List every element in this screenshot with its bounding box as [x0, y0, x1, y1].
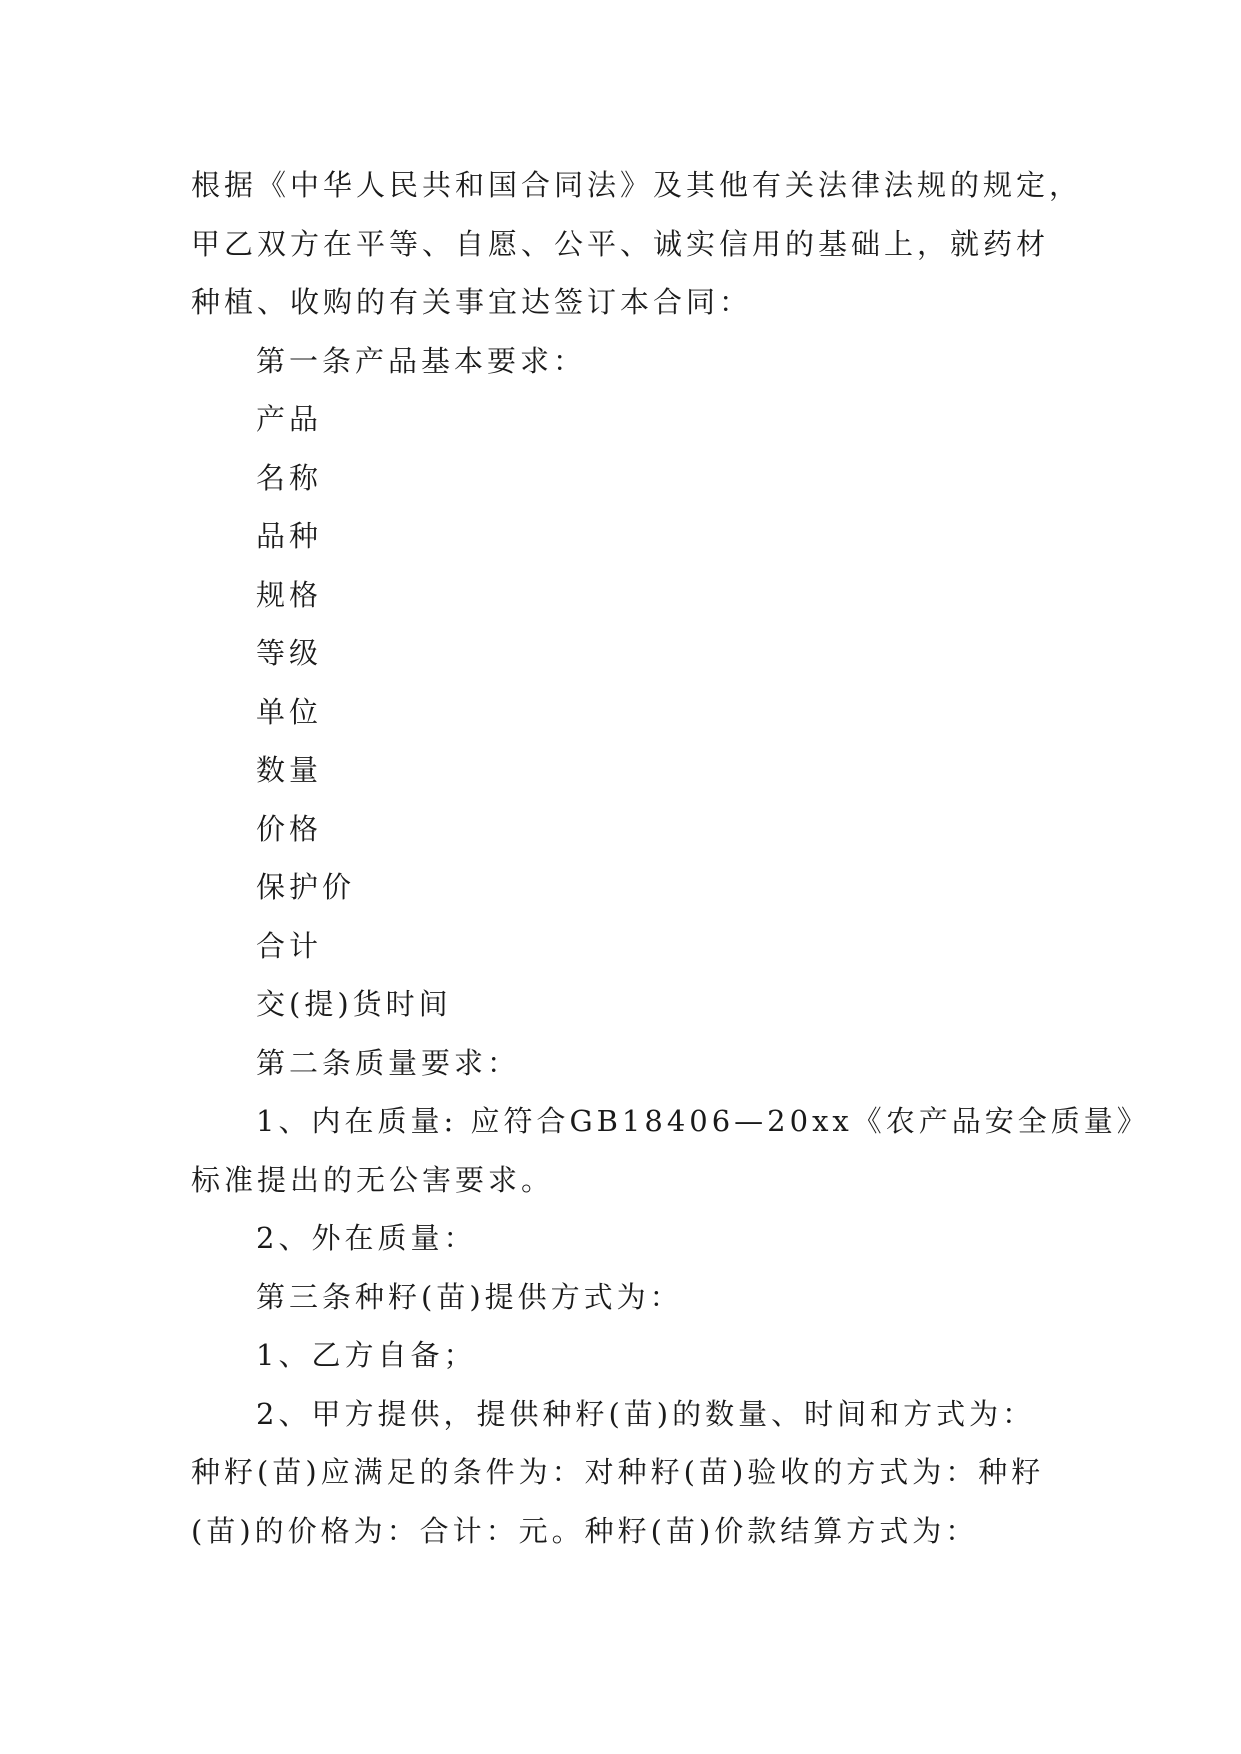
paragraph-line: 种籽(苗)应满足的条件为：对种籽(苗)验收的方式为：种籽: [191, 1455, 1045, 1489]
field-label: 产品: [256, 402, 323, 436]
field-label: 交(提)货时间: [256, 987, 452, 1021]
field-label: 等级: [256, 636, 323, 670]
paragraph-line: 2、外在质量：: [256, 1221, 477, 1255]
document-body: [191, 156, 1150, 1560]
field-label: 单位: [256, 694, 323, 729]
paragraph-line: 甲乙双方在平等、自愿、公平、诚实信用的基础上，就药材: [191, 226, 1050, 261]
field-label: 合计: [256, 928, 323, 963]
paragraph-line: 种植、收购的有关事宜达签订本合同：: [191, 285, 753, 319]
field-label: 规格: [256, 577, 323, 612]
paragraph-line: 1、内在质量: 应符合GB18406—20xx《农产品安全质量》: [256, 1104, 1150, 1138]
article-3-heading: 第三条种籽(苗)提供方式为：: [256, 1279, 683, 1314]
field-label: 保护价: [256, 870, 356, 904]
field-label: 数量: [256, 753, 323, 787]
paragraph-line: 2、甲方提供，提供种籽(苗)的数量、时间和方式为：: [256, 1396, 1036, 1431]
paragraph-line: 1、乙方自备；: [256, 1338, 477, 1372]
paragraph-line: 根据《中华人民共和国合同法》及其他有关法律法规的规定，: [191, 168, 1083, 202]
field-label: 价格: [256, 811, 323, 846]
field-label: 品种: [256, 519, 323, 553]
paragraph-line: (苗)的价格为：合计：元。种籽(苗)价款结算方式为：: [191, 1513, 979, 1548]
article-2-heading: 第二条质量要求：: [256, 1045, 521, 1080]
paragraph-line: 标准提出的无公害要求。: [191, 1162, 555, 1197]
article-1-heading: 第一条产品基本要求：: [256, 343, 587, 378]
field-label: 名称: [256, 460, 323, 495]
